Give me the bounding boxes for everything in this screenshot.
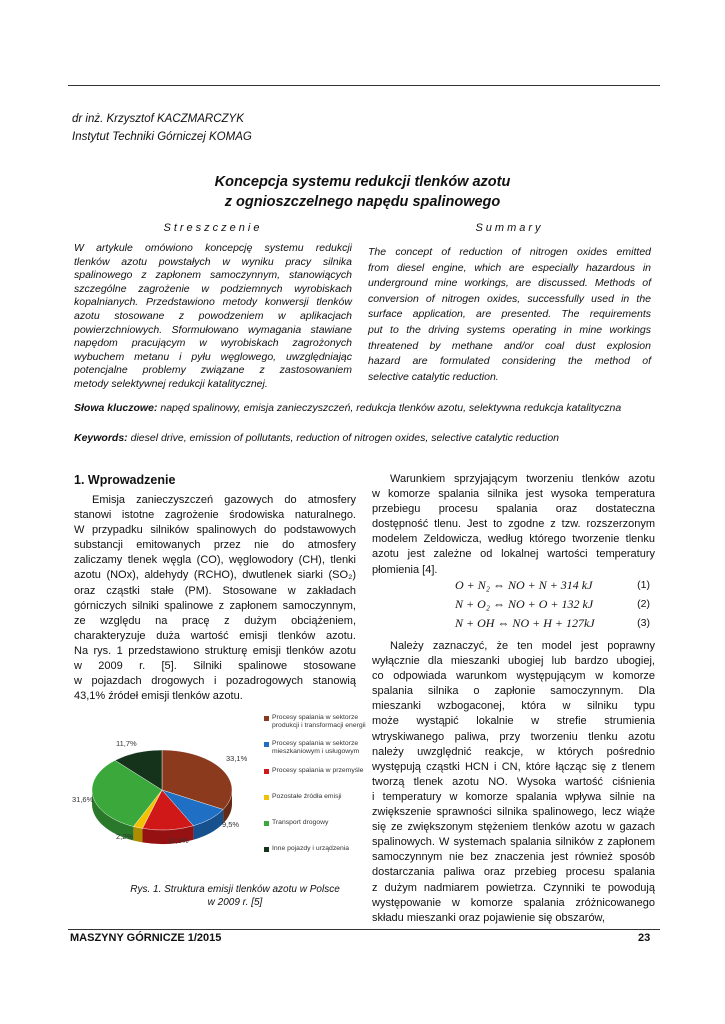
body-line: dostępność tlenu. Jest to zgodne z tzw. rozszerzonym: [372, 518, 655, 531]
pie-label-2-2: 2,2%: [116, 832, 134, 841]
body-line: azotu (NOx), aldehydy (RCHO), dwutlenek siarki (SO₂): [74, 569, 356, 582]
body-line: oraz cząstki stałe (PM). Stosowane w zakładach: [74, 584, 356, 597]
abstract-en-line: from diesel engine, which are especially hazardous in: [368, 261, 651, 274]
legend-swatch: [264, 821, 269, 826]
abstract-pl-line: napędom pracującym w wyrobiskach zagrożonych: [74, 337, 352, 350]
pie-slice-side: [133, 827, 142, 843]
paper-title-line2: z ognioszczelnego napędu spalinowego: [224, 194, 501, 210]
body-line: spalinowych. W systemach spalania silników z zapłonem: [372, 836, 655, 849]
body-line: dostarczania paliwa oraz przebieg procesu spalania: [372, 866, 655, 879]
legend-label: Transport drogowy: [272, 819, 329, 826]
body-line: samoczynnym nie bez znaczenia jest również sposób: [372, 851, 655, 864]
body-line: W przypadku silników spalinowych do podstawowych: [74, 524, 356, 537]
abstract-pl-line: tlenków azotu powstałych w wyniku pracy silnika: [74, 255, 352, 268]
keywords-pl-text: napęd spalinowy, emisja zanieczyszczeń, redukcja tlenków azotu, selektywna redukcja katalityczna: [160, 402, 622, 414]
equation-expr: O + N₂ ⇔ NO + N + 314 kJ: [455, 578, 593, 592]
bottom-rule: [68, 929, 660, 930]
legend-label: Inne pojazdy i urządzenia: [272, 845, 350, 852]
abstract-pl-line: wybuchem metanu i pyłu węglowego, uwzględniając: [74, 350, 352, 363]
keywords-pl: [74, 401, 652, 416]
abstract-pl-line: szczególne zagrożenie w podziemnych wyrobiskach: [74, 282, 352, 295]
body-line: zwiększenie sprawności silnika spalinowego, lecz wiąże: [372, 806, 655, 819]
body-line: występują cząstki HCN i CN, które łącząc się z tlenem: [372, 760, 655, 773]
equation-number: (3): [637, 617, 650, 629]
author-name: dr inż. Krzysztof KACZMARCZYK: [72, 113, 244, 125]
body-line: i temperatury w komorze spalania wpływa silnie na: [372, 790, 655, 803]
body-line: tworzą tlenek azotu NO. Wysoka wartość ciśnienia: [372, 775, 655, 788]
institute-name: Instytut Techniki Górniczej KOMAG: [72, 131, 252, 143]
legend-label: Procesy spalania w sektorze mieszkaniowym i usługowym: [272, 740, 360, 756]
legend-label: Pozostałe źródła emisji: [272, 793, 342, 800]
body-line: charakteryzuje duża wartość emisji tlenków azotu.: [74, 629, 356, 642]
keywords-en-text: diesel drive, emission of pollutants, reduction of nitrogen oxides, selective catalytic reduction: [130, 432, 560, 444]
journal-name: MASZYNY GÓRNICZE 1/2015: [70, 932, 222, 944]
legend-swatch: [264, 795, 269, 800]
section-heading: 1. Wprowadzenie: [74, 473, 176, 487]
abstract-pl-line: kopalnianych. Przedstawiono metody konwersji tlenków: [74, 296, 352, 309]
legend-label: Procesy spalania w sektorze produkcji i transformacji energii: [272, 714, 366, 730]
section-body-right-para1: [372, 472, 655, 578]
body-line: w pojazdach drogowych i pozadrogowych stanowią: [74, 675, 356, 688]
figure-caption-line1: Rys. 1. Struktura emisji tlenków azotu w Polsce: [130, 884, 340, 895]
section-body-right-para2: [372, 639, 655, 926]
body-line: ze względu na pracę z dużym obciążeniem,: [74, 614, 356, 627]
body-line: przebiegu procesu spalania oraz dostateczna: [372, 503, 655, 516]
body-line: w 2009 r. [5]. Silniki spalinowe stosowane: [74, 660, 356, 673]
abstract-pl-line: powierzchniowych. Sformułowano wymagania stawiane: [74, 323, 352, 336]
body-line: azotu jest zależne od lokalnej wartości temperatury: [372, 548, 655, 561]
body-line: górniczych silniki spalinowe z zapłonem samoczynnym,: [74, 599, 356, 612]
legend-swatch: [264, 847, 269, 852]
body-line: Emisja zanieczyszczeń gazowych do atmosfery: [92, 494, 356, 506]
abstract-en-heading: Summary: [475, 222, 544, 234]
body-line: może wystąpić lokalnie w strefie strumienia: [372, 715, 655, 728]
equation-expr: N + O₂ ⇔ NO + O + 132 kJ: [455, 597, 594, 611]
body-line: Na rys. 1 przedstawiono strukturę emisji tlenków azotu: [74, 644, 356, 657]
abstract-en-line: underground mine workings, are discussed. Methods of: [368, 277, 651, 290]
pie-label-9-5: 9,5%: [222, 820, 240, 829]
abstract-en-line: selective catalytic reduction.: [368, 370, 499, 383]
top-rule: [68, 85, 660, 86]
body-line: zaliczamy tlenek węgla (CO), węglowodory (CH), tlenki: [74, 554, 356, 567]
body-line: wyłącznie dla mieszanki ubogiej lub bardzo ubogiej,: [372, 655, 655, 668]
paper-title-line1: Koncepcja systemu redukcji tlenków azotu: [214, 174, 511, 190]
equation-1: [400, 578, 650, 596]
equation-expr: N + OH ⇔ NO + H + 127kJ: [455, 616, 595, 630]
abstract-pl: [74, 242, 352, 392]
body-line: mieszanki wzbogaconej, która w silniku typu: [372, 700, 655, 713]
body-line: modelem Zeldowicza, według którego tworzenie tlenku: [372, 533, 655, 546]
legend-swatch: [264, 769, 269, 774]
equation-2: [400, 597, 650, 615]
abstract-pl-line: azotu stosowane z powodzeniem w aplikacjach: [74, 309, 352, 322]
abstract-en-line: put to the driving systems operating in mine workings: [368, 323, 651, 336]
pie-label-11-7: 11,7%: [116, 739, 137, 748]
equation-number: (2): [637, 598, 650, 610]
keywords-pl-label: Słowa kluczowe:: [74, 402, 158, 414]
body-line: płomienia [4].: [372, 563, 438, 576]
equation-number: (1): [637, 579, 650, 591]
legend-label: Procesy spalania w przemyśle: [272, 767, 364, 774]
pie-label-33: 33,1%: [226, 754, 248, 763]
body-line: występowanie w komorze spalania zróżnicowanego: [372, 896, 655, 909]
abstract-pl-line: metody selektywnej redukcji katalitycznej.: [74, 377, 268, 390]
abstract-en-line: surface application, are presented. The requirements: [368, 308, 651, 321]
abstract-en-line: conversion of nitrogen oxides, successfully used in the: [368, 292, 651, 305]
pie-label-11-9: 11,9%: [168, 836, 189, 845]
body-line: co odpowiada warunkom występującym w komorze: [372, 670, 655, 683]
abstract-pl-heading: Streszczenie: [163, 222, 263, 234]
abstract-pl-line: W artykule omówiono koncepcję systemu redukcji: [74, 242, 352, 254]
body-line: spalania silnika o zapłonie samoczynnym. Dla: [372, 685, 655, 698]
equation-3: [400, 616, 650, 634]
body-line: 43,1% źródeł emisji tlenków azotu.: [74, 690, 243, 703]
section-body-left: [74, 493, 356, 704]
body-line: Należy zaznaczyć, że ten model jest poprawny: [390, 640, 655, 652]
page-number: 23: [638, 932, 651, 944]
body-line: składu mieszanki oraz pojawienie się obszarów,: [372, 911, 605, 924]
keywords-en: [74, 431, 652, 446]
body-line: w komorze spalania silnika jest wysoka temperatura: [372, 488, 655, 501]
abstract-en: [368, 245, 651, 385]
body-line: substancji emitowanych przez nie do atmosfery: [74, 539, 356, 552]
body-line: stanowi istotne zagrożenie środowiska naturalnego.: [74, 509, 356, 522]
abstract-en-line: hazard are formulated considering the method of: [368, 355, 651, 368]
pie-label-31-6: 31,6%: [72, 795, 94, 804]
body-line: należy uwzględnić reakcje, w których pośrednio: [372, 745, 655, 758]
legend-swatch: [264, 742, 269, 747]
body-line: Warunkiem sprzyjającym tworzeniu tlenków azotu: [390, 473, 655, 485]
body-line: wtryskiwanego paliwa, przy tworzeniu tlenku azotu: [372, 730, 655, 743]
abstract-pl-line: spalinowego z zapłonem samoczynnym, stanowiących: [74, 269, 352, 282]
abstract-en-line: The concept of reduction of nitrogen oxides emitted: [368, 246, 651, 258]
body-line: z dużym nadmiarem powietrza. Czynniki te powodują: [372, 881, 655, 894]
keywords-en-label: Keywords:: [74, 432, 128, 444]
body-line: się ze zwiększonym stężeniem tlenków azotu w gazach: [372, 821, 655, 834]
abstract-pl-line: potencjalne problemy związane z zastosowaniem: [74, 364, 352, 377]
legend-swatch: [264, 716, 269, 721]
abstract-en-line: threatened by methane and/or coal dust explosion: [368, 339, 651, 352]
figure-caption-line2: w 2009 r. [5]: [207, 897, 263, 908]
